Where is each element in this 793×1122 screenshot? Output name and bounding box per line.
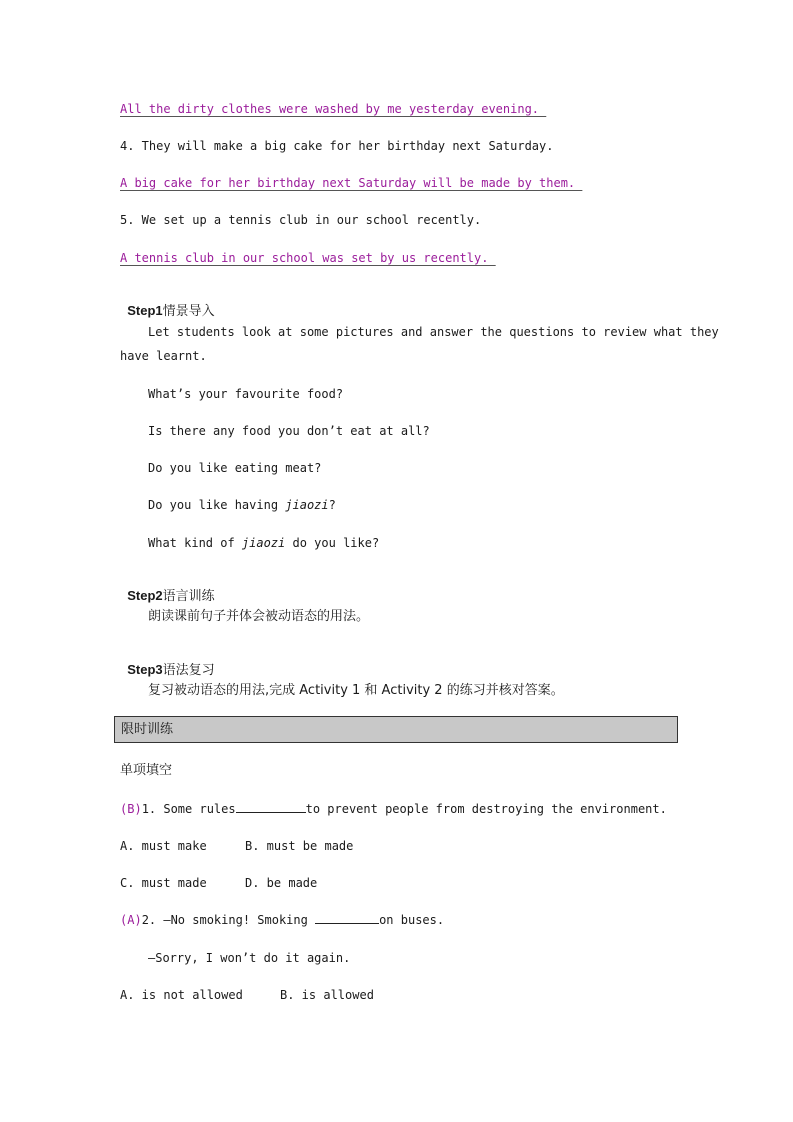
q4-italic-word: jiaozi [285,498,329,512]
step1-label: Step1 [127,303,163,318]
exercise-1-option-b: B. must be made [245,839,354,853]
answer-4: A big cake for her birthday next Saturday will be made by them. [120,176,583,190]
step3-heading [120,646,215,678]
exercise-1-answer: (B) [120,802,142,816]
step1-question-3: Do you like eating meat? [148,461,322,475]
q5-italic-word: jiaozi [241,536,286,550]
exercise-1 [120,801,667,817]
exercise-1-stem: 1. Some rules [141,802,236,816]
step2-title: 语言训练 [162,588,215,603]
answer-3: All the dirty clothes were washed by me yesterday evening. [120,102,547,116]
step1-question-1: What’s your favourite food? [148,387,344,401]
question-4: 4. They will make a big cake for her birthday next Saturday. [120,139,554,153]
exercise-1-option-d: D. be made [245,876,318,890]
step1-intro-line1: Let students look at some pictures and answer the questions to review what they [148,325,719,339]
exercise-1-option-c: C. must made [120,876,207,890]
exercise-2-option-a: A. is not allowed [120,988,243,1002]
step2-body: 朗读课前句子并体会被动语态的用法。 [148,609,370,624]
step2-label: Step2 [127,588,163,603]
exercise-2-answer: (A) [120,913,142,927]
exercise-1-options-row1 [120,838,353,854]
step3-body: 复习被动语态的用法,完成 Activity 1 和 Activity 2 的练习并核对答案。 [148,683,564,698]
exercise-2-options-row1 [120,987,374,1003]
step2-heading [120,572,215,604]
section-title: 单项填空 [120,763,173,778]
timed-practice-banner: 限时训练 [114,716,678,743]
step3-label: Step3 [127,662,163,677]
step1-question-2: Is there any food you don’t eat at all? [148,424,430,438]
step1-question-4 [148,497,336,513]
q4-text: Do you like having [148,498,286,512]
exercise-1-stem-end: to prevent people from destroying the environment. [305,802,667,816]
step1-heading [120,287,215,319]
exercise-1-blank [236,801,306,813]
q4-end: ? [328,498,336,512]
exercise-2-stem-end: on buses. [379,913,445,927]
question-5: 5. We set up a tennis club in our school recently. [120,213,482,227]
answer-5: A tennis club in our school was set by us recently. [120,251,496,265]
exercise-2-reply: —Sorry, I won’t do it again. [148,951,351,965]
q5-text: What kind of [148,536,242,550]
exercise-1-option-a: A. must make [120,839,207,853]
step1-title: 情景导入 [162,303,215,318]
exercise-2-blank [315,912,379,924]
step1-intro-line2: have learnt. [120,349,207,363]
exercise-2-stem: 2. —No smoking! Smoking [141,913,316,927]
step1-question-5 [148,535,379,551]
step3-title: 语法复习 [162,662,215,677]
exercise-1-options-row2 [120,875,317,891]
exercise-2 [120,912,444,928]
exercise-2-option-b: B. is allowed [280,988,374,1002]
q5-end: do you like? [285,536,380,550]
